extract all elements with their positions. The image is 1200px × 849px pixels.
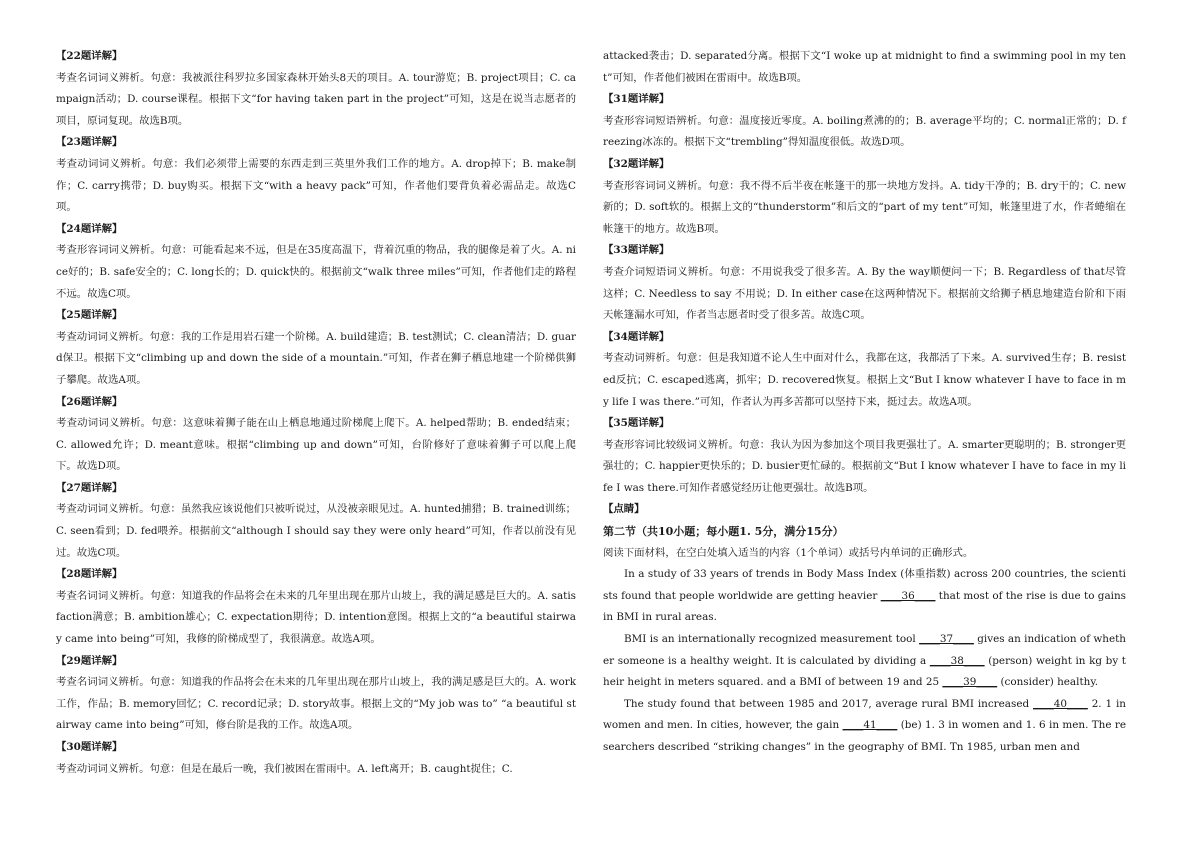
explanation-text: attacked袭击；D. separated分离。根据下文“I woke up at midnight to find a swimming pool in my tent”可知，作者他们被困在雷雨中。故选B项。 bbox=[603, 50, 1126, 84]
explanation-heading: 【34题详解】 bbox=[603, 330, 670, 343]
explanation-28 bbox=[56, 564, 576, 650]
passage-text: gives an indication of whether someone is a healthy weight. It is calculated by dividing a bbox=[603, 633, 1126, 667]
explanation-text: 考查动词词义辨析。句意：我们必须带上需要的东西走到三英里外我们工作的地方。A. drop掉下；B. make制作；C. carry携带；D. buy购买。根据下文“with a heavy pack”可知，作者他们要背负着必需品走。故选C项。 bbox=[56, 157, 576, 214]
explanation-heading: 【30题详解】 bbox=[56, 741, 123, 753]
explanation-text: 考查形容词短语辨析。句意：温度接近零度。A. boiling煮沸的的；B. average平均的；C. normal正常的；D. freezing冰冻的。根据下文“trembling”得知温度很低。故选D项。 bbox=[603, 114, 1126, 149]
explanation-text: 考查动词词义辨析。句意：但是在最后一晚，我们被困在雷雨中。A. left离开；B. caught捉住；C. bbox=[56, 762, 513, 775]
explanation-31 bbox=[603, 89, 1126, 154]
explanation-text: 考查动词词义辨析。句意：这意味着狮子能在山上栖息地通过阶梯爬上爬下。A. helped帮助；B. ended结束；C. allowed允许；D. meant意味。根据“climbing up and down”可知，台阶修好了意味着狮子可以爬上爬下。故选D项。 bbox=[56, 417, 576, 473]
explanation-32 bbox=[603, 154, 1126, 240]
blank-36: ____36____ bbox=[880, 589, 936, 602]
explanation-heading: 【24题详解】 bbox=[56, 222, 123, 235]
explanation-text: 考查介词短语词义辨析。句意：不用说我受了很多苦。A. By the way顺便问一下；B. Regardless of that尽管这样；C. Needless to say 不用说；D. In either case在这两种情况下。根据前文给狮子栖息地建造台阶和下雨天帐篷漏水可知，作者当志愿者时受了很多苦。故选C项。 bbox=[603, 265, 1126, 322]
explanation-heading: 【27题详解】 bbox=[56, 481, 123, 494]
instruction-text: 阅读下面材料，在空白处填入适当的内容（1个单词）或括号内单词的正确形式。 bbox=[603, 546, 974, 559]
passage-text: The study found that between 1985 and 2017, average rural BMI increased bbox=[624, 697, 1034, 710]
passage-paragraph-1 bbox=[603, 564, 1126, 629]
passage-text: In a study of 33 years of trends in Body Mass Index (体重指数) across 200 countries, the scientists found that people worldwide are getting heavier bbox=[603, 568, 1126, 602]
explanation-23 bbox=[56, 132, 576, 218]
right-column bbox=[603, 46, 1126, 759]
explanation-35 bbox=[603, 413, 1126, 499]
explanation-24 bbox=[56, 219, 576, 305]
explanation-30-continued bbox=[603, 46, 1126, 89]
explanation-text: 考查动词词义辨析。句意：我的工作是用岩石建一个阶梯。A. build建造；B. test测试；C. clean清洁；D. guard保卫。根据下文“climbing up and down the side of a mountain.”可知，作者在狮子栖息地建一个阶梯供狮子攀爬。故选A项。 bbox=[56, 330, 576, 386]
explanation-22 bbox=[56, 46, 576, 132]
passage-text: (person) weight in kg by their height in meters squared. and a BMI of between 19 and 25 bbox=[603, 654, 1126, 689]
passage-paragraph-3 bbox=[603, 694, 1126, 759]
explanation-heading: 【点睛】 bbox=[603, 503, 645, 516]
explanation-34 bbox=[603, 327, 1126, 413]
explanation-text: 考查名词词义辨析。句意：知道我的作品将会在未来的几年里出现在那片山坡上，我的满足感是巨大的。A. work工作，作品；B. memory回忆；C. record记录；D. story故事。根据上文的“My job was to” “a beautiful stairway came into being”可知，修台阶是我的工作。故选A项。 bbox=[56, 676, 576, 732]
explanation-text: 考查名词词义辨析。句意：知道我的作品将会在未来的几年里出现在那片山坡上，我的满足感是巨大的。A. satisfaction满意；B. ambition雄心；C. expectation期待；D. intention意图。根据上文的“a beautiful stairway came into being”可知，我修的阶梯成型了，我很满意。故选A项。 bbox=[56, 589, 576, 646]
explanation-29 bbox=[56, 651, 576, 737]
passage-text: BMI is an internationally recognized measurement tool bbox=[624, 633, 920, 646]
explanation-heading: 【26题详解】 bbox=[56, 395, 123, 408]
explanation-26 bbox=[56, 392, 576, 478]
passage-paragraph-2 bbox=[603, 629, 1126, 694]
explanation-heading: 【25题详解】 bbox=[56, 309, 123, 322]
explanation-heading: 【31题详解】 bbox=[603, 93, 670, 106]
explanation-25 bbox=[56, 305, 576, 391]
explanation-text: 考查形容词词义辨析。句意：我不得不后半夜在帐篷干的那一块地方发抖。A. tidy干净的；B. dry干的；C. new新的；D. soft软的。根据上文的“thunderstorm”和后文的“part of my tent”可知，帐篷里进了水，作者蜷缩在帐篷干的地方。故选B项。 bbox=[603, 179, 1126, 235]
explanation-heading: 【29题详解】 bbox=[56, 654, 123, 667]
passage-text: (consider) healthy. bbox=[997, 676, 1099, 689]
dianjing-note bbox=[603, 499, 1126, 521]
explanation-text: 考查动词词义辨析。句意：虽然我应该说他们只被听说过，从没被亲眼见过。A. hunted捕猎；B. trained训练；C. seen看到；D. fed喂养。根据前文“although I should say they were only heard”可知，作者以前没有见过。故选C项。 bbox=[56, 503, 576, 559]
explanation-text: 考查名词词义辨析。句意：我被派往科罗拉多国家森林开始头8天的项目。A. tour游览；B. project项目；C. campaign活动；D. course课程。根据下文“for having taken part in the project”可知，这是在说当志愿者的项目，原词复现。故选B项。 bbox=[56, 71, 576, 127]
blank-40: ____40____ bbox=[1033, 697, 1088, 710]
section-title: 第二节（共10小题；每小题1. 5分，满分15分） bbox=[603, 525, 844, 539]
blank-41: ____41____ bbox=[842, 719, 898, 732]
explanation-27 bbox=[56, 478, 576, 564]
explanation-30 bbox=[56, 737, 576, 780]
blank-38: ____38____ bbox=[929, 654, 985, 667]
explanation-text: 考查形容词比较级词义辨析。句意：我认为因为参加这个项目我更强壮了。A. smarter更聪明的；B. stronger更强壮的；C. happier更快乐的；D. busier更忙碌的。根据前文“But I know whatever I have to face in my life I was there.可知作者感觉经历让他更强壮。故选B项。 bbox=[603, 438, 1126, 494]
explanation-heading: 【28题详解】 bbox=[56, 568, 123, 581]
explanation-heading: 【32题详解】 bbox=[603, 157, 670, 170]
explanation-text: 考查形容词词义辨析。句意：可能看起来不远，但是在35度高温下，背着沉重的物品，我的腿像是着了火。A. nice好的；B. safe安全的；C. long长的；D. quick快的。根据前文“walk three miles”可知，作者他们走的路程不远。故选C项。 bbox=[56, 244, 576, 300]
blank-39: ____39____ bbox=[942, 676, 998, 689]
explanation-heading: 【33题详解】 bbox=[603, 244, 670, 257]
explanation-heading: 【22题详解】 bbox=[56, 50, 123, 62]
blank-37: ____37____ bbox=[919, 633, 974, 646]
explanation-heading: 【35题详解】 bbox=[603, 417, 670, 430]
passage-text: 2. 1 in women and men. In cities, however, the gain bbox=[603, 697, 1126, 732]
left-column bbox=[56, 46, 576, 780]
explanation-heading: 【23题详解】 bbox=[56, 136, 123, 149]
explanation-33 bbox=[603, 240, 1126, 326]
explanation-text: 考查动词辨析。句意：但是我知道不论人生中面对什么，我都在这，我都活了下来。A. survived生存；B. resisted反抗；C. escaped逃离，抓牢；D. recovered恢复。根据上文“But I know whatever I have to face in my life I was there.”可知，作者认为再多苦都可以坚持下来，挺过去。故选A项。 bbox=[603, 352, 1126, 408]
passage-text: that most of the rise is due to gains in BMI in rural areas. bbox=[603, 589, 1127, 624]
passage-text: (be) 1. 3 in women and 1. 6 in men. The researchers described “striking changes” in the geography of BMI. Tn 1985, urban men and bbox=[603, 719, 1126, 753]
